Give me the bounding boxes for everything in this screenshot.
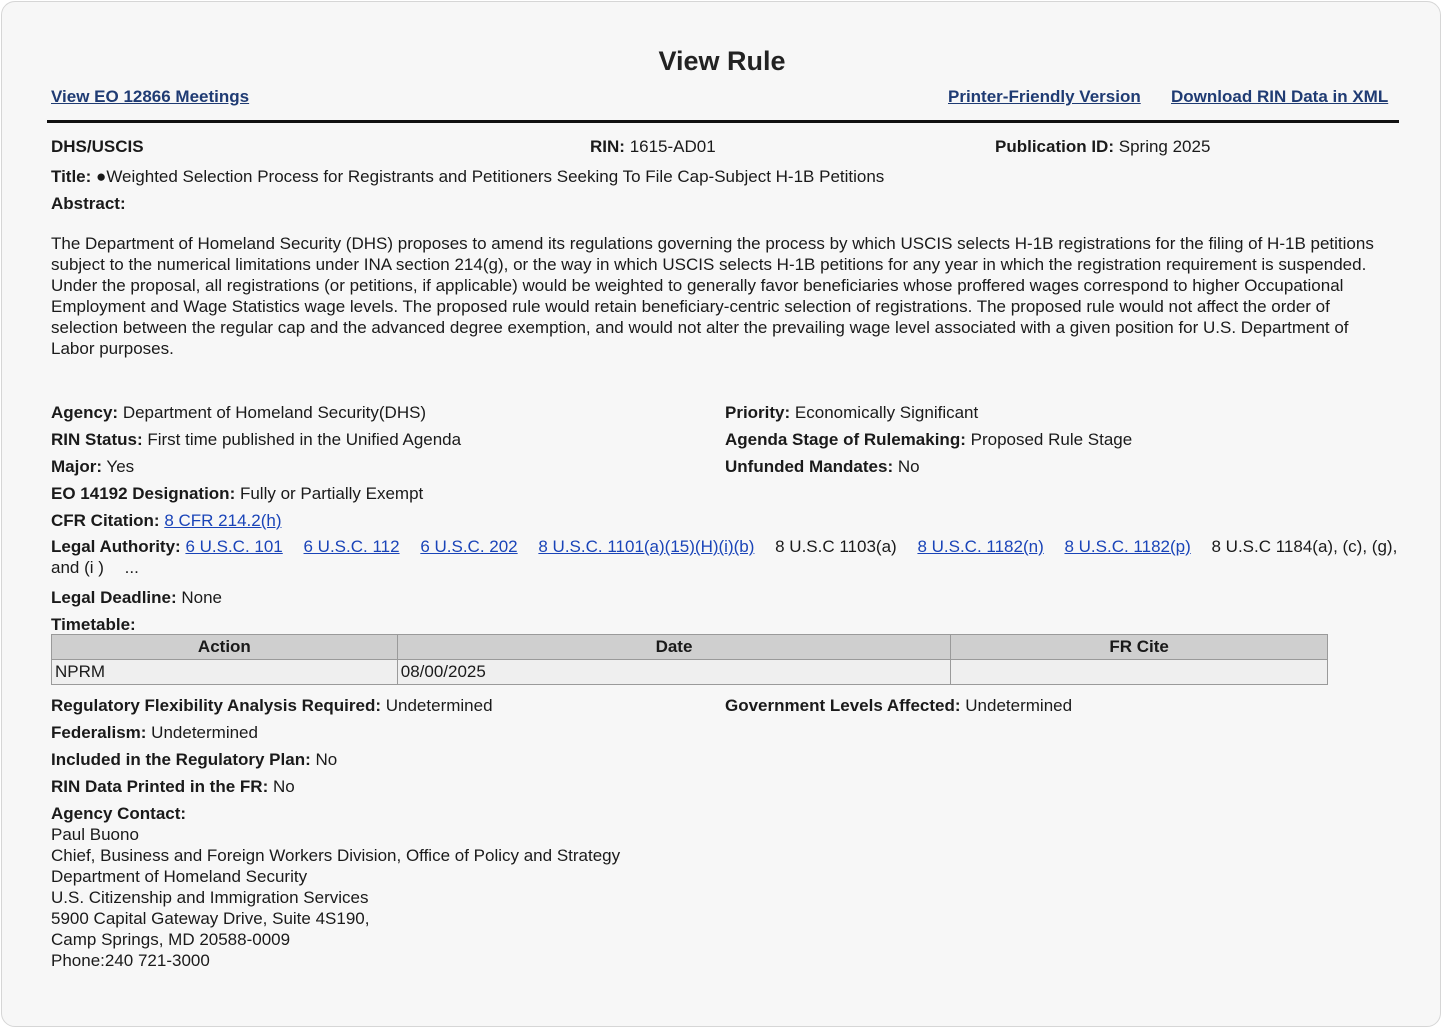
federalism-label: Federalism: bbox=[51, 723, 147, 742]
legal-authority-link[interactable]: 8 U.S.C. 1182(n) bbox=[917, 537, 1044, 556]
title-label: Title: bbox=[51, 167, 92, 186]
abstract-heading bbox=[51, 193, 126, 214]
publication-id-field bbox=[995, 136, 1210, 157]
contact-name: Paul Buono bbox=[51, 825, 139, 844]
legal-deadline-value: None bbox=[181, 588, 223, 607]
government-levels-value: Undetermined bbox=[965, 696, 1073, 715]
download-xml-link[interactable]: Download RIN Data in XML bbox=[1171, 87, 1389, 106]
table-cell-action: NPRM bbox=[52, 660, 398, 685]
timetable-header-cell: Date bbox=[397, 635, 951, 660]
major-value: Yes bbox=[106, 457, 135, 476]
government-levels-field bbox=[725, 695, 1072, 716]
contact-title: Chief, Business and Foreign Workers Division, Office of Policy and Strategy bbox=[51, 846, 621, 865]
government-levels-label: Government Levels Affected: bbox=[725, 696, 961, 715]
title-value: ●Weighted Selection Process for Registrants and Petitioners Seeking To File Cap-Subject H-1B Petitions bbox=[96, 167, 885, 186]
regulatory-plan-label: Included in the Regulatory Plan: bbox=[51, 750, 311, 769]
legal-authority-link[interactable]: 6 U.S.C. 112 bbox=[303, 537, 400, 556]
federalism-field bbox=[51, 722, 258, 743]
timetable-table bbox=[51, 634, 1328, 685]
agency-contact bbox=[51, 803, 620, 971]
unfunded-mandates-value: No bbox=[897, 457, 920, 476]
unfunded-mandates-field bbox=[725, 456, 920, 477]
agency-code bbox=[51, 136, 144, 157]
legal-authority-link[interactable]: 8 U.S.C. 1182(p) bbox=[1064, 537, 1191, 556]
agency-contact-label: Agency Contact: bbox=[51, 804, 187, 823]
rin-value: 1615-AD01 bbox=[629, 137, 716, 156]
table-row bbox=[52, 660, 1328, 685]
legal-authority-text: 8 U.S.C 1103(a) bbox=[775, 537, 897, 556]
table-cell-date: 08/00/2025 bbox=[397, 660, 951, 685]
rin-printed-value: No bbox=[272, 777, 295, 796]
contact-city: Camp Springs, MD 20588-0009 bbox=[51, 930, 291, 949]
publication-id-value: Spring 2025 bbox=[1118, 137, 1211, 156]
contact-agency: U.S. Citizenship and Immigration Services bbox=[51, 888, 369, 907]
header-divider bbox=[47, 120, 1399, 123]
rfa-field bbox=[51, 695, 493, 716]
page-frame bbox=[1, 1, 1441, 1027]
rin-label: RIN: bbox=[590, 137, 625, 156]
title-field bbox=[51, 166, 884, 187]
legal-authority-field bbox=[51, 536, 1401, 578]
priority-label: Priority: bbox=[725, 403, 791, 422]
eo-designation-field bbox=[51, 483, 423, 504]
rin-status-value: First time published in the Unified Agenda bbox=[147, 430, 462, 449]
contact-street: 5900 Capital Gateway Drive, Suite 4S190, bbox=[51, 909, 370, 928]
rin-field bbox=[590, 136, 716, 157]
agency-value: Department of Homeland Security(DHS) bbox=[122, 403, 427, 422]
eo-designation-value: Fully or Partially Exempt bbox=[239, 484, 424, 503]
eo-designation-label: EO 14192 Designation: bbox=[51, 484, 236, 503]
abstract-label: Abstract: bbox=[51, 194, 126, 213]
unfunded-mandates-label: Unfunded Mandates: bbox=[725, 457, 894, 476]
agency-code-value: DHS/USCIS bbox=[51, 137, 144, 156]
regulatory-plan-field bbox=[51, 749, 337, 770]
major-field bbox=[51, 456, 134, 477]
table-cell-fr-cite bbox=[951, 660, 1328, 685]
rin-status-field bbox=[51, 429, 461, 450]
major-label: Major: bbox=[51, 457, 102, 476]
timetable-label: Timetable: bbox=[51, 615, 136, 634]
page-title: View Rule bbox=[658, 46, 786, 76]
view-meetings-link[interactable]: View EO 12866 Meetings bbox=[51, 87, 250, 106]
legal-deadline-label: Legal Deadline: bbox=[51, 588, 177, 607]
rfa-label: Regulatory Flexibility Analysis Required: bbox=[51, 696, 382, 715]
timetable-heading bbox=[51, 614, 136, 635]
regulatory-plan-value: No bbox=[315, 750, 338, 769]
contact-phone: Phone:240 721-3000 bbox=[51, 951, 210, 970]
timetable-header-cell: FR Cite bbox=[951, 635, 1328, 660]
priority-value: Economically Significant bbox=[794, 403, 979, 422]
priority-field bbox=[725, 402, 978, 423]
cfr-citation-label: CFR Citation: bbox=[51, 511, 160, 530]
legal-deadline-field bbox=[51, 587, 222, 608]
legal-authority-link[interactable]: 6 U.S.C. 101 bbox=[185, 537, 283, 556]
agenda-stage-label: Agenda Stage of Rulemaking: bbox=[725, 430, 966, 449]
legal-authority-text: 8 U.S.C 1184(a), (c), (g), and (i ) bbox=[51, 537, 1398, 577]
agenda-stage-value: Proposed Rule Stage bbox=[970, 430, 1133, 449]
rin-status-label: RIN Status: bbox=[51, 430, 143, 449]
publication-id-label: Publication ID: bbox=[995, 137, 1114, 156]
printer-friendly-link[interactable]: Printer-Friendly Version bbox=[948, 87, 1141, 106]
agency-label: Agency: bbox=[51, 403, 119, 422]
legal-authority-link[interactable]: 6 U.S.C. 202 bbox=[420, 537, 518, 556]
rin-printed-field bbox=[51, 776, 295, 797]
contact-department: Department of Homeland Security bbox=[51, 867, 308, 886]
agency-field bbox=[51, 402, 426, 423]
rin-printed-label: RIN Data Printed in the FR: bbox=[51, 777, 269, 796]
legal-authority-more[interactable]: ... bbox=[124, 558, 139, 577]
cfr-citation-link[interactable]: 8 CFR 214.2(h) bbox=[164, 511, 282, 530]
timetable-header-cell: Action bbox=[52, 635, 398, 660]
cfr-citation-field bbox=[51, 510, 282, 531]
legal-authority-label: Legal Authority: bbox=[51, 537, 181, 556]
federalism-value: Undetermined bbox=[151, 723, 258, 742]
rfa-value: Undetermined bbox=[385, 696, 493, 715]
agenda-stage-field bbox=[725, 429, 1132, 450]
timetable-header-row bbox=[52, 635, 1328, 660]
abstract-text: The Department of Homeland Security (DHS) proposes to amend its regulations governing the process by which USCIS selects H-1B registrations for the filing of H-1B petitions subject to the numerical limitations under INA section 214(g), or the way in which USCIS selects H-1B petitions for any year in which the registration requirement is suspended. Under the proposal, all registrations (or petitions, if applicable) would be weighted to generally favor beneficiaries whose proffered wages correspond to higher Occupational Employment and Wage Statistics wage levels. The proposed rule would retain beneficiary-centric selection of registrations. The proposed rule would not affect the order of selection between the regular cap and the advanced degree exemption, and would not alter the prevailing wage level associated with a given position for U.S. Department of Labor purposes. bbox=[51, 234, 1374, 358]
legal-authority-link[interactable]: 8 U.S.C. 1101(a)(15)(H)(i)(b) bbox=[538, 537, 755, 556]
